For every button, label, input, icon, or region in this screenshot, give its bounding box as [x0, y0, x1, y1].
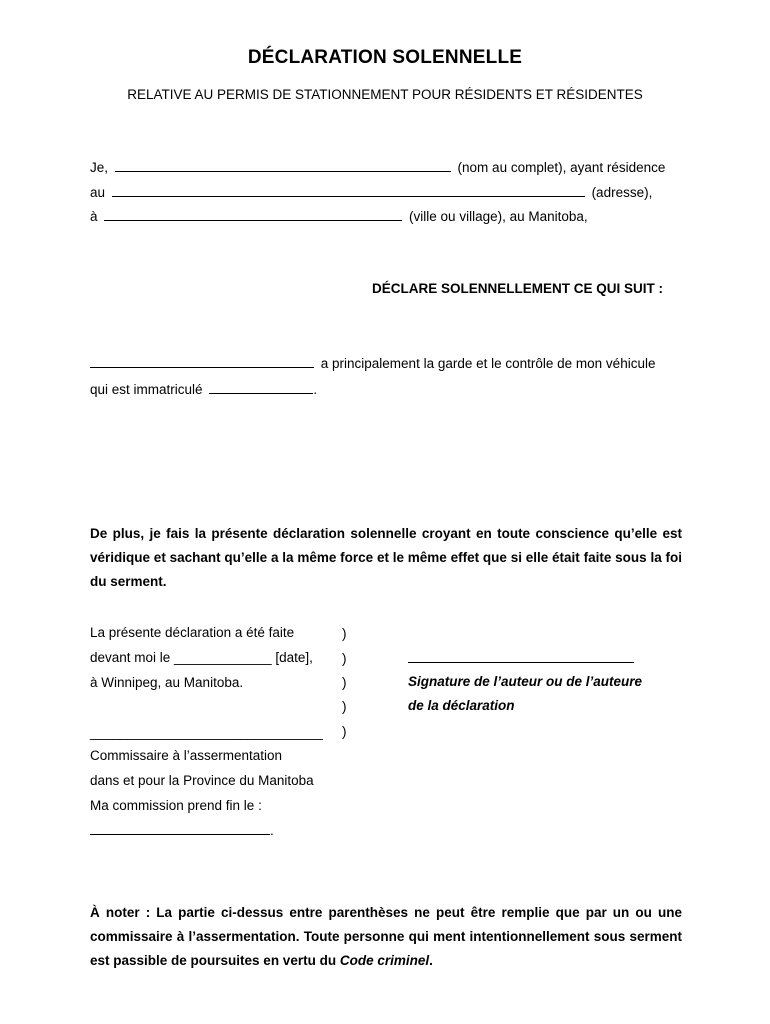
address-line-prefix: au	[90, 185, 106, 200]
criminal-code-reference: Code criminel	[339, 953, 430, 968]
name-line-prefix: Je,	[90, 160, 109, 175]
vehicle-holder-suffix: a principalement la garde et le contrôle de mon véhicule	[320, 356, 656, 371]
commissioner-place-line: à Winnipeg, au Manitoba.	[90, 675, 244, 690]
name-line-suffix: (nom au complet), ayant résidence	[457, 160, 666, 175]
signature-label-line-1: Signature de l’auteur ou de l’auteure	[408, 674, 643, 689]
city-field[interactable]	[104, 208, 402, 221]
plate-field[interactable]	[209, 381, 313, 394]
paren-5: )	[342, 724, 347, 739]
address-line-suffix: (adresse),	[591, 185, 653, 200]
city-line-suffix: (ville ou village), au Manitoba,	[409, 209, 588, 224]
plate-line-prefix: qui est immatriculé	[90, 382, 203, 397]
note-end: .	[429, 953, 433, 968]
note-text: À noter : La partie ci-dessus entre parenthèses ne peut être remplie que par un ou une commissaire à l’assermentation. Toute personne qui ment intentionnellement sous serment est passible de poursuites en vertu du	[90, 905, 682, 968]
vehicle-holder-field[interactable]	[90, 355, 314, 368]
commissioner-signature-line: _______________________________	[90, 725, 323, 740]
commission-expiry-field[interactable]	[90, 822, 270, 835]
declaration-heading: DÉCLARE SOLENNELLEMENT CE QUI SUIT :	[372, 281, 664, 296]
document-subtitle: RELATIVE AU PERMIS DE STATIONNEMENT POUR RÉSIDENTS ET RÉSIDENTES	[127, 87, 643, 102]
vehicle-holder-line	[90, 355, 655, 371]
paren-1: )	[342, 626, 347, 641]
paren-2: )	[342, 651, 347, 666]
plate-line-suffix: .	[313, 382, 318, 397]
signature-label-line-2: de la déclaration	[408, 698, 515, 713]
commission-expiry-line	[90, 822, 274, 838]
full-name-field[interactable]	[115, 159, 451, 172]
commission-expiry-period: .	[270, 823, 274, 838]
city-line-prefix: à	[90, 209, 98, 224]
address-line	[90, 184, 652, 200]
solemn-statement: De plus, je fais la présente déclaration solennelle croyant en toute conscience qu’elle est véridique et sachant qu’elle a la même force et le même effet que si elle était faite sous la foi du serment.	[90, 526, 682, 589]
commission-expiry-label: Ma commission prend fin le :	[90, 798, 262, 813]
commissioner-title: Commissaire à l’assermentation	[90, 748, 283, 763]
city-line	[90, 208, 588, 224]
document-title: DÉCLARATION SOLENNELLE	[247, 47, 523, 68]
commissioner-line-1: La présente déclaration a été faite	[90, 625, 295, 640]
commissioner-date-line: devant moi le _____________ [date],	[90, 650, 313, 665]
paren-3: )	[342, 675, 347, 690]
note-paragraph	[90, 901, 682, 973]
paren-4: )	[342, 699, 347, 714]
address-field[interactable]	[112, 184, 585, 197]
author-signature-field[interactable]	[408, 662, 634, 663]
name-line	[90, 159, 665, 175]
plate-line	[90, 381, 317, 397]
commissioner-province: dans et pour la Province du Manitoba	[90, 773, 314, 788]
